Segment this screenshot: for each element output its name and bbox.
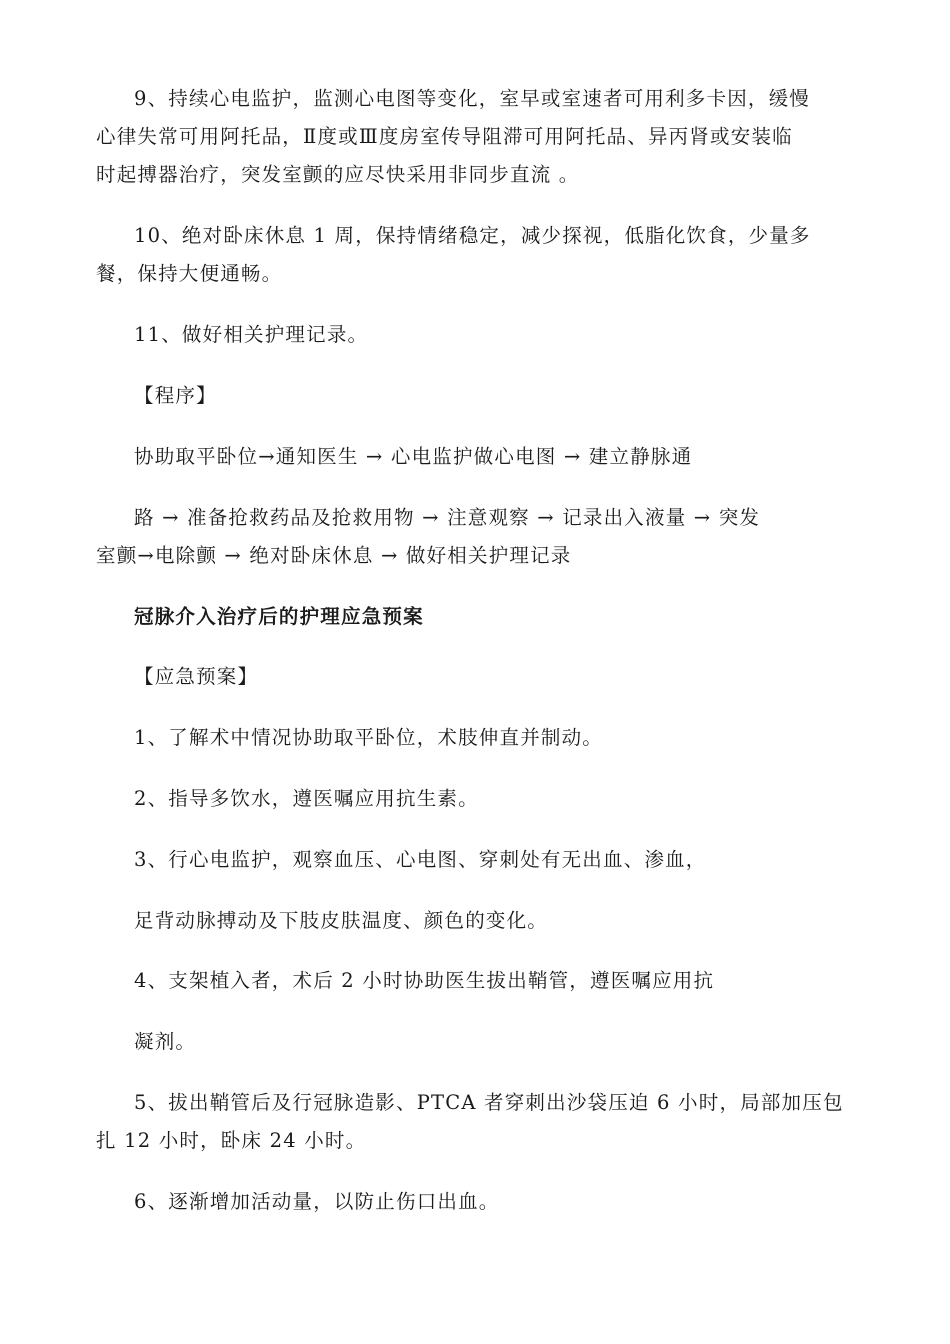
plan-item4-line2: 凝剂。 xyxy=(134,1030,197,1053)
procedure-line1: 协助取平卧位→通知医生 → 心电监护做心电图 → 建立静脉通 xyxy=(134,445,693,468)
plan-item3-line1: 3、行心电监护，观察血压、心电图、穿刺处有无出血、渗血， xyxy=(134,848,707,871)
plan-item5-line1: 5、拔出鞘管后及行冠脉造影、PTCA 者穿刺出沙袋压迫 6 小时，局部加压包 xyxy=(134,1091,844,1114)
item10-line2: 餐，保持大便通畅。 xyxy=(96,262,283,285)
item9-line1: 9、持续心电监护，监测心电图等变化，室早或室速者可用利多卡因，缓慢 xyxy=(134,87,811,110)
plan-item5-line2: 扎 12 小时，卧床 24 小时。 xyxy=(96,1129,367,1152)
plan-item1: 1、了解术中情况协助取平卧位，术肢伸直并制动。 xyxy=(134,726,604,749)
item9-line2: 心律失常可用阿托品，Ⅱ度或Ⅲ度房室传导阻滞可用阿托品、异丙肾或安装临 xyxy=(96,125,793,148)
plan-item3-line2: 足背动脉搏动及下肢皮肤温度、颜色的变化。 xyxy=(134,909,549,932)
plan-header: 【应急预案】 xyxy=(134,665,259,688)
item10-line1: 10、绝对卧床休息 1 周，保持情绪稳定，减少探视，低脂化饮食，少量多 xyxy=(134,224,811,247)
item11: 11、做好相关护理记录。 xyxy=(134,323,369,346)
procedure-header: 【程序】 xyxy=(134,384,217,407)
plan-item4-line1: 4、支架植入者，术后 2 小时协助医生拔出鞘管，遵医嘱应用抗 xyxy=(134,969,715,992)
section-title: 冠脉介入治疗后的护理应急预案 xyxy=(134,605,424,628)
plan-item6: 6、逐渐增加活动量，以防止伤口出血。 xyxy=(134,1190,500,1213)
plan-item2: 2、指导多饮水，遵医嘱应用抗生素。 xyxy=(134,787,479,810)
procedure-line3: 室颤→电除颤 → 绝对卧床休息 → 做好相关护理记录 xyxy=(96,544,572,567)
procedure-line2: 路 → 准备抢救药品及抢救用物 → 注意观察 → 记录出入液量 → 突发 xyxy=(134,506,761,529)
item9-line3: 时起搏器治疗，突发室颤的应尽快采用非同步直流 。 xyxy=(96,163,580,186)
